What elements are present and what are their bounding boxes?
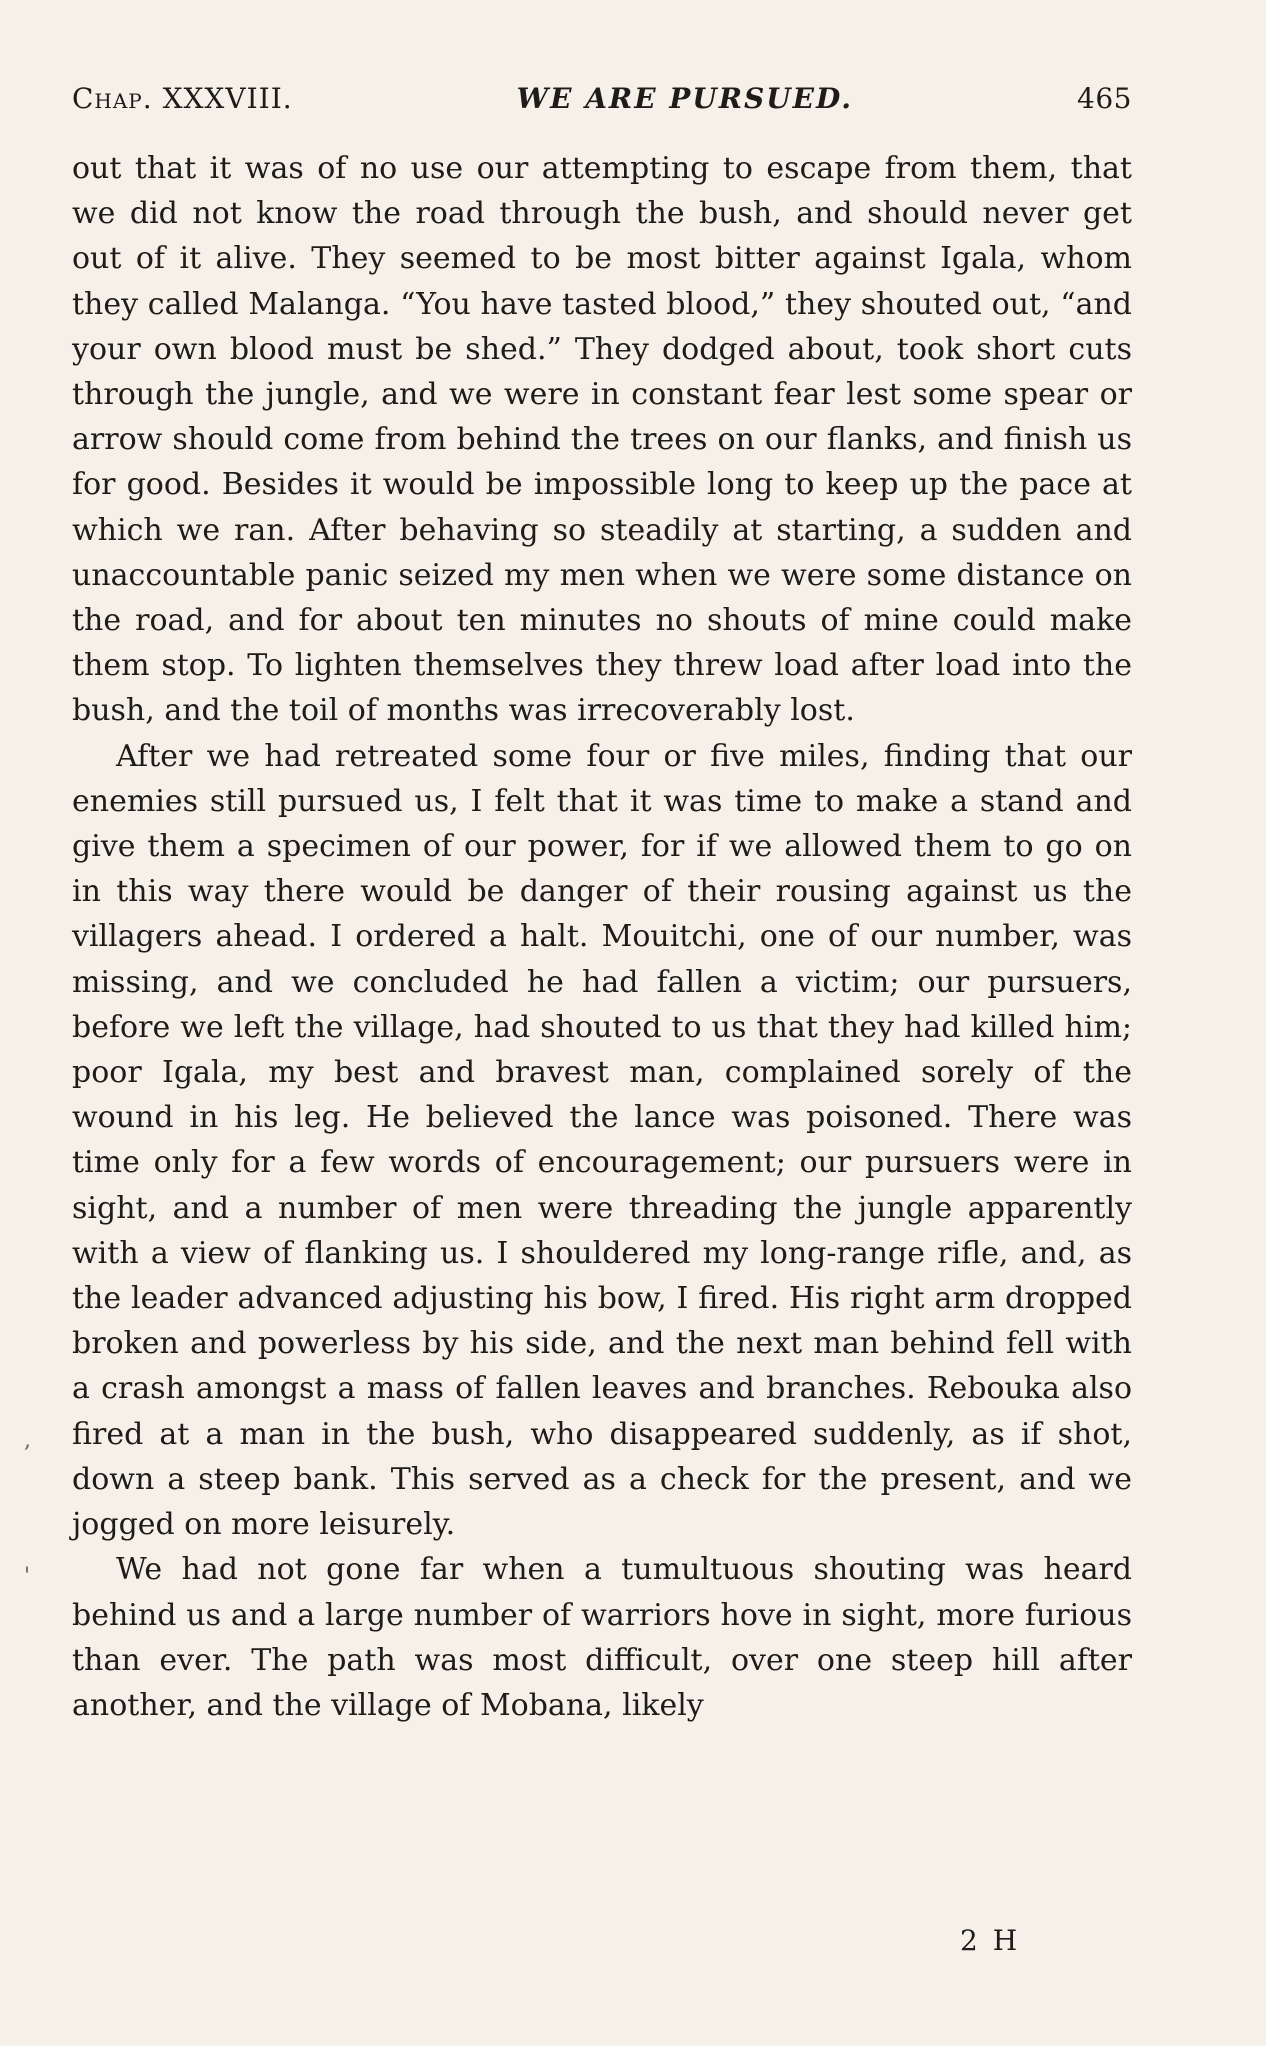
page-number: 465 [1077, 82, 1132, 115]
book-page [72, 82, 1132, 1728]
margin-mark-2: ' [24, 1564, 31, 1589]
margin-mark-1: , [24, 1428, 31, 1453]
signature-mark: 2 H [960, 1924, 1021, 1957]
paragraph-1: out that it was of no use our attempting to escape from them, that we did not know the road through the bush, and should never get out of it alive. They seemed to be most bitter against Igala, whom they called Malanga. “You have tasted blood,” they shouted out, “and your own blood must be shed.” They dodged about, took short cuts through the jungle, and we were in constant fear lest some spear or arrow should come from behind the trees on our flanks, and finish us for good. Besides it would be impossible long to keep up the pace at which we ran. After behaving so steadily at starting, a sudden and unaccountable panic seized my men when we were some distance on the road, and for about ten minutes no shouts of mine could make them stop. To lighten themselves they threw load after load into the bush, and the toil of months was irrecoverably lost. [72, 151, 1132, 729]
paragraph-3: We had not gone far when a tumultuous shouting was heard behind us and a large number of warriors hove in sight, more furious than ever. The path was most difficult, over one steep hill after another, and the village of Mobana, likely [72, 1552, 1132, 1723]
paragraph-2: After we had retreated some four or five miles, finding that our enemies still pursued us, I felt that it was time to make a stand and give them a specimen of our power, for if we allowed them to go on in this way there would be danger of their rousing against us the villagers ahead. I ordered a halt. Mouitchi, one of our number, was missing, and we concluded he had fallen a victim; our pursuers, before we left the village, had shouted to us that they had killed him; poor Igala, my best and bravest man, complained sorely of the wound in his leg. He believed the lance was poisoned. There was time only for a few words of encouragement; our pursuers were in sight, and a number of men were threading the jungle apparently with a view of flanking us. I shouldered my long-range rifle, and, as the leader advanced adjusting his bow, I fired. His right arm dropped broken and powerless by his side, and the next man behind fell with a crash amongst a mass of fallen leaves and branches. Rebouka also fired at a man in the bush, who disappeared suddenly, as if shot, down a steep bank. This served as a check for the present, and we jogged on more leisurely. [72, 738, 1132, 1543]
chapter-label: Chap. XXXVIII. [72, 82, 293, 115]
running-title: WE ARE PURSUED. [516, 82, 854, 115]
running-head [72, 82, 1132, 136]
body-text [72, 146, 1132, 1728]
